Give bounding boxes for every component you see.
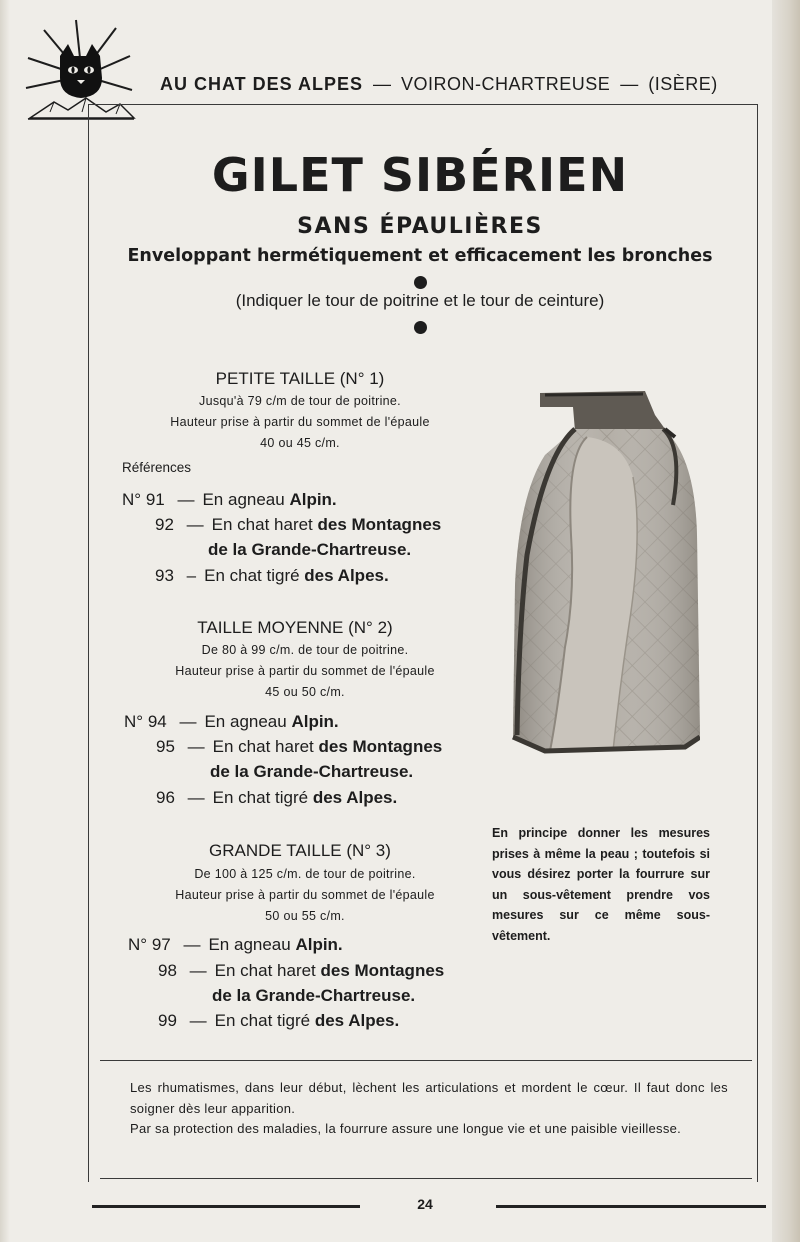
book-spine-shadow [772,0,800,1242]
reference-item [122,488,337,512]
product-tagline: Enveloppant hermétiquement et efficacement les bronches [127,246,713,266]
ref-text: En chat haret [214,961,321,980]
ref-text: En agneau [208,935,296,954]
bullet-dot [414,276,427,289]
ref-number: 97 [151,935,171,954]
fur-vest-illustration [505,385,700,760]
reference-item [124,710,339,734]
size-line: 45 ou 50 c/m. [265,685,345,699]
size-line: 40 ou 45 c/m. [260,436,340,450]
ref-origin: des Alpes. [312,788,398,807]
size-line: Hauteur prise à partir du sommet de l'épaule [175,664,435,678]
size-line: Jusqu'à 79 c/m de tour de poitrine. [199,394,401,408]
size-title-medium: TAILLE MOYENNE (N° 2) [197,618,393,637]
ref-number: 93 [155,566,174,585]
size-line: 50 ou 55 c/m. [265,909,345,923]
footer-paragraph: Par sa protection des maladies, la fourrure assure une longue vie et une paisible vieillesse. [130,1121,682,1136]
reference-item [155,564,389,588]
references-label: Références [122,460,192,475]
ref-origin: des Alpes. [314,1011,400,1030]
size-line: De 80 à 99 c/m. de tour de poitrine. [201,643,409,657]
ref-number: 99 [158,1011,177,1030]
ref-dash: — [179,712,197,731]
ref-number: 98 [158,961,177,980]
ref-origin: Alpin. [295,935,343,954]
reference-item [156,735,442,759]
ref-prefix: N° [124,712,144,731]
ref-dash: — [187,737,205,756]
size-title-large: GRANDE TAILLE (N° 3) [209,841,391,860]
ref-origin-continued: de la Grande-Chartreuse. [208,540,412,559]
reference-item-continued [210,760,413,784]
footer-rule-left [92,1205,360,1208]
ref-number: 96 [156,788,175,807]
ref-origin: des Alpes. [304,566,389,585]
size-line: Hauteur prise à partir du sommet de l'épaule [175,888,435,902]
size-description-medium [110,640,500,703]
ref-prefix: N° [128,935,148,954]
reference-item [128,933,343,957]
header-dash: — [373,74,392,94]
reference-item [158,1009,399,1033]
footer-text [130,1078,728,1140]
ref-dash: — [187,788,205,807]
ref-text: En chat tigré [214,1011,315,1030]
size-line: Hauteur prise à partir du sommet de l'épaule [170,415,430,429]
size-line: De 100 à 125 c/m. de tour de poitrine. [194,867,416,881]
ref-number: 92 [155,515,174,534]
ref-text: En agneau [202,490,290,509]
reference-item [156,786,397,810]
product-subtitle: SANS ÉPAULIÈRES [297,214,543,239]
town-name: VOIRON-CHARTREUSE [401,74,611,94]
reference-item [155,513,441,537]
size-description-large [110,864,500,927]
ref-dash: — [186,515,204,534]
ref-number: 94 [147,712,167,731]
ref-origin: Alpin. [291,712,339,731]
measurement-instruction: (Indiquer le tour de poitrine et le tour de ceinture) [235,291,605,310]
catalog-header [160,74,770,100]
ref-text: En chat tigré [204,566,305,585]
ref-dash: — [183,935,201,954]
frame-divider [100,1060,752,1061]
ref-text: En chat haret [212,737,319,756]
reference-item-continued [212,984,415,1008]
ref-origin: Alpin. [289,490,337,509]
frame-bottom-rule [100,1178,752,1179]
shop-name: AU CHAT DES ALPES [160,74,364,94]
ref-number: 91 [145,490,165,509]
ref-origin-continued: de la Grande-Chartreuse. [210,762,414,781]
footer-paragraph: Les rhumatismes, dans leur début, lèchent les articulations et mordent le cœur. Il faut donc les soigner dès leur apparition. [130,1080,728,1116]
ref-prefix: N° [122,490,142,509]
bullet-dot [414,321,427,334]
ref-origin: des Montagnes [318,737,443,756]
product-title: GILET SIBÉRIEN [211,148,629,202]
ref-origin: des Montagnes [317,515,442,534]
ref-text: En chat haret [211,515,318,534]
reference-item [158,959,444,983]
header-dash: — [620,74,639,94]
size-title-small: PETITE TAILLE (N° 1) [215,369,385,388]
footer-rule-right [496,1205,766,1208]
ref-origin: des Montagnes [320,961,445,980]
page-left-edge [0,0,10,1242]
ref-dash: — [177,490,195,509]
ref-text: En chat tigré [212,788,313,807]
ref-text: En agneau [204,712,292,731]
size-description-small [110,391,490,454]
ref-origin-continued: de la Grande-Chartreuse. [212,986,416,1005]
ref-dash: – [186,566,197,585]
page-number: 24 [417,1196,433,1212]
ref-dash: — [189,961,207,980]
region-name: (ISÈRE) [648,74,718,94]
measurement-note: En principe donner les mesures prises à même la peau ; toutefois si vous désirez porter la fourrure sur un sous-vêtement prendre vos mesures sur ce même sous-vêtement. [492,826,710,943]
reference-item-continued [208,538,411,562]
ref-number: 95 [156,737,175,756]
ref-dash: — [189,1011,207,1030]
